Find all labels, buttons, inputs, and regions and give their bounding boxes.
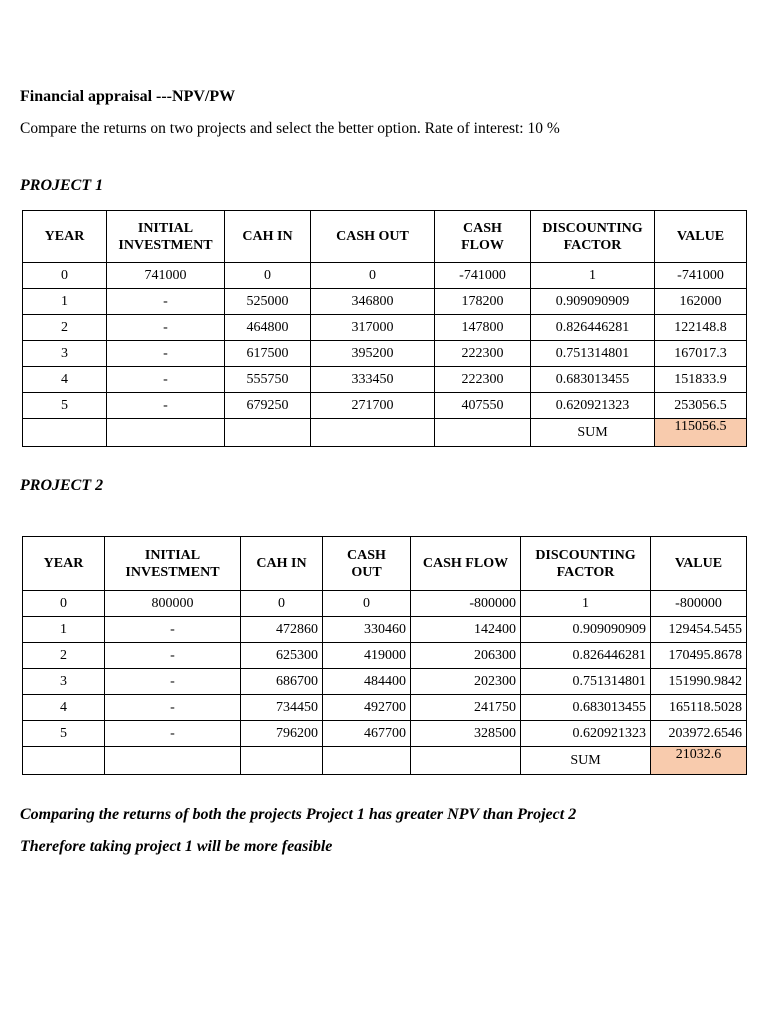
- cell-cash-out: 0: [323, 591, 411, 617]
- cell-cash-flow: -800000: [411, 591, 521, 617]
- table-row: [23, 591, 747, 617]
- cell-discounting-factor: 0.683013455: [521, 695, 651, 721]
- cell-cash-flow: 147800: [435, 315, 531, 341]
- table-header-row: [23, 211, 747, 263]
- cell-year: 3: [23, 669, 105, 695]
- cell-cash-in: 734450: [241, 695, 323, 721]
- cell-cash-out: 467700: [323, 721, 411, 747]
- cell-initial-investment: -: [105, 669, 241, 695]
- sum-label: SUM: [531, 419, 655, 447]
- table-row: [23, 669, 747, 695]
- sum-value: 21032.6: [651, 747, 747, 775]
- header-discounting-factor: DISCOUNTING FACTOR: [531, 211, 655, 263]
- table-row: [23, 643, 747, 669]
- header-initial-investment: INITIAL INVESTMENT: [107, 211, 225, 263]
- cell-year: 2: [23, 643, 105, 669]
- cell-cash-in: 555750: [225, 367, 311, 393]
- cell-initial-investment: -: [107, 315, 225, 341]
- cell-cash-in: 617500: [225, 341, 311, 367]
- cell-cash-flow: 241750: [411, 695, 521, 721]
- table-row: [23, 263, 747, 289]
- cell-value: -741000: [655, 263, 747, 289]
- table-row: [23, 721, 747, 747]
- table-row: [23, 367, 747, 393]
- header-cash-flow: CASH FLOW: [411, 537, 521, 591]
- cell-cash-in: 796200: [241, 721, 323, 747]
- sum-row: [23, 747, 747, 775]
- cell-initial-investment: 800000: [105, 591, 241, 617]
- cell-discounting-factor: 0.826446281: [531, 315, 655, 341]
- project-2-heading: PROJECT 2: [20, 477, 104, 494]
- cell-cash-out: 271700: [311, 393, 435, 419]
- cell-value: 122148.8: [655, 315, 747, 341]
- project-1-table: [22, 210, 747, 447]
- conclusion-line-2: Therefore taking project 1 will be more feasible: [20, 838, 333, 855]
- cell-initial-investment: -: [105, 721, 241, 747]
- header-discounting-factor: DISCOUNTING FACTOR: [521, 537, 651, 591]
- cell-year: 2: [23, 315, 107, 341]
- cell-cash-out: 484400: [323, 669, 411, 695]
- header-year: YEAR: [23, 211, 107, 263]
- table-header-row: [23, 537, 747, 591]
- cell-discounting-factor: 0.909090909: [531, 289, 655, 315]
- cell-cash-flow: 142400: [411, 617, 521, 643]
- cell-cash-out: 419000: [323, 643, 411, 669]
- cell-value: 253056.5: [655, 393, 747, 419]
- cell-year: 5: [23, 721, 105, 747]
- cell-cash-in: 0: [241, 591, 323, 617]
- cell-cash-in: 686700: [241, 669, 323, 695]
- header-initial-investment: INITIAL INVESTMENT: [105, 537, 241, 591]
- cell-cash-out: 0: [311, 263, 435, 289]
- header-cash-flow: CASH FLOW: [435, 211, 531, 263]
- cell-value: 167017.3: [655, 341, 747, 367]
- cell-cash-out: 346800: [311, 289, 435, 315]
- cell-value: 129454.5455: [651, 617, 747, 643]
- sum-row: [23, 419, 747, 447]
- table-row: [23, 341, 747, 367]
- cell-year: 0: [23, 591, 105, 617]
- cell-cash-flow: 222300: [435, 341, 531, 367]
- header-year: YEAR: [23, 537, 105, 591]
- cell-initial-investment: -: [105, 695, 241, 721]
- document-title: Financial appraisal ---NPV/PW: [20, 88, 236, 105]
- header-cash-in: CAH IN: [225, 211, 311, 263]
- cell-discounting-factor: 1: [521, 591, 651, 617]
- cell-value: 151990.9842: [651, 669, 747, 695]
- cell-initial-investment: -: [107, 341, 225, 367]
- cell-discounting-factor: 0.826446281: [521, 643, 651, 669]
- header-cash-in: CAH IN: [241, 537, 323, 591]
- cell-cash-flow: 178200: [435, 289, 531, 315]
- cell-cash-in: 525000: [225, 289, 311, 315]
- cell-cash-out: 317000: [311, 315, 435, 341]
- cell-cash-in: 464800: [225, 315, 311, 341]
- intro-text: Compare the returns on two projects and select the better option. Rate of interest: 10 %: [20, 120, 560, 137]
- header-cash-out: CASH OUT: [311, 211, 435, 263]
- header-value: VALUE: [651, 537, 747, 591]
- cell-year: 1: [23, 289, 107, 315]
- cell-value: 165118.5028: [651, 695, 747, 721]
- cell-value: 170495.8678: [651, 643, 747, 669]
- project-1-heading: PROJECT 1: [20, 177, 104, 194]
- table-row: [23, 617, 747, 643]
- cell-discounting-factor: 1: [531, 263, 655, 289]
- cell-discounting-factor: 0.909090909: [521, 617, 651, 643]
- cell-cash-out: 395200: [311, 341, 435, 367]
- table-row: [23, 695, 747, 721]
- cell-cash-flow: 328500: [411, 721, 521, 747]
- cell-cash-flow: 222300: [435, 367, 531, 393]
- cell-year: 3: [23, 341, 107, 367]
- cell-cash-flow: 202300: [411, 669, 521, 695]
- cell-initial-investment: -: [107, 393, 225, 419]
- cell-discounting-factor: 0.751314801: [521, 669, 651, 695]
- sum-value: 115056.5: [655, 419, 747, 447]
- cell-discounting-factor: 0.683013455: [531, 367, 655, 393]
- cell-cash-out: 330460: [323, 617, 411, 643]
- cell-initial-investment: -: [107, 367, 225, 393]
- table-row: [23, 289, 747, 315]
- header-value: VALUE: [655, 211, 747, 263]
- cell-cash-out: 333450: [311, 367, 435, 393]
- cell-cash-in: 625300: [241, 643, 323, 669]
- cell-discounting-factor: 0.751314801: [531, 341, 655, 367]
- sum-label: SUM: [521, 747, 651, 775]
- cell-discounting-factor: 0.620921323: [531, 393, 655, 419]
- cell-year: 4: [23, 695, 105, 721]
- cell-discounting-factor: 0.620921323: [521, 721, 651, 747]
- cell-cash-in: 472860: [241, 617, 323, 643]
- cell-cash-flow: 206300: [411, 643, 521, 669]
- cell-initial-investment: -: [107, 289, 225, 315]
- conclusion-line-1: Comparing the returns of both the projects Project 1 has greater NPV than Project 2: [20, 806, 577, 823]
- cell-year: 0: [23, 263, 107, 289]
- cell-cash-flow: 407550: [435, 393, 531, 419]
- table-row: [23, 315, 747, 341]
- cell-cash-in: 0: [225, 263, 311, 289]
- cell-initial-investment: -: [105, 617, 241, 643]
- cell-year: 5: [23, 393, 107, 419]
- cell-value: 151833.9: [655, 367, 747, 393]
- cell-year: 1: [23, 617, 105, 643]
- cell-value: 162000: [655, 289, 747, 315]
- cell-initial-investment: -: [105, 643, 241, 669]
- cell-cash-in: 679250: [225, 393, 311, 419]
- cell-initial-investment: 741000: [107, 263, 225, 289]
- cell-cash-out: 492700: [323, 695, 411, 721]
- table-row: [23, 393, 747, 419]
- cell-cash-flow: -741000: [435, 263, 531, 289]
- project-2-table: [22, 536, 747, 775]
- header-cash-out: CASH OUT: [323, 537, 411, 591]
- cell-value: 203972.6546: [651, 721, 747, 747]
- cell-year: 4: [23, 367, 107, 393]
- cell-value: -800000: [651, 591, 747, 617]
